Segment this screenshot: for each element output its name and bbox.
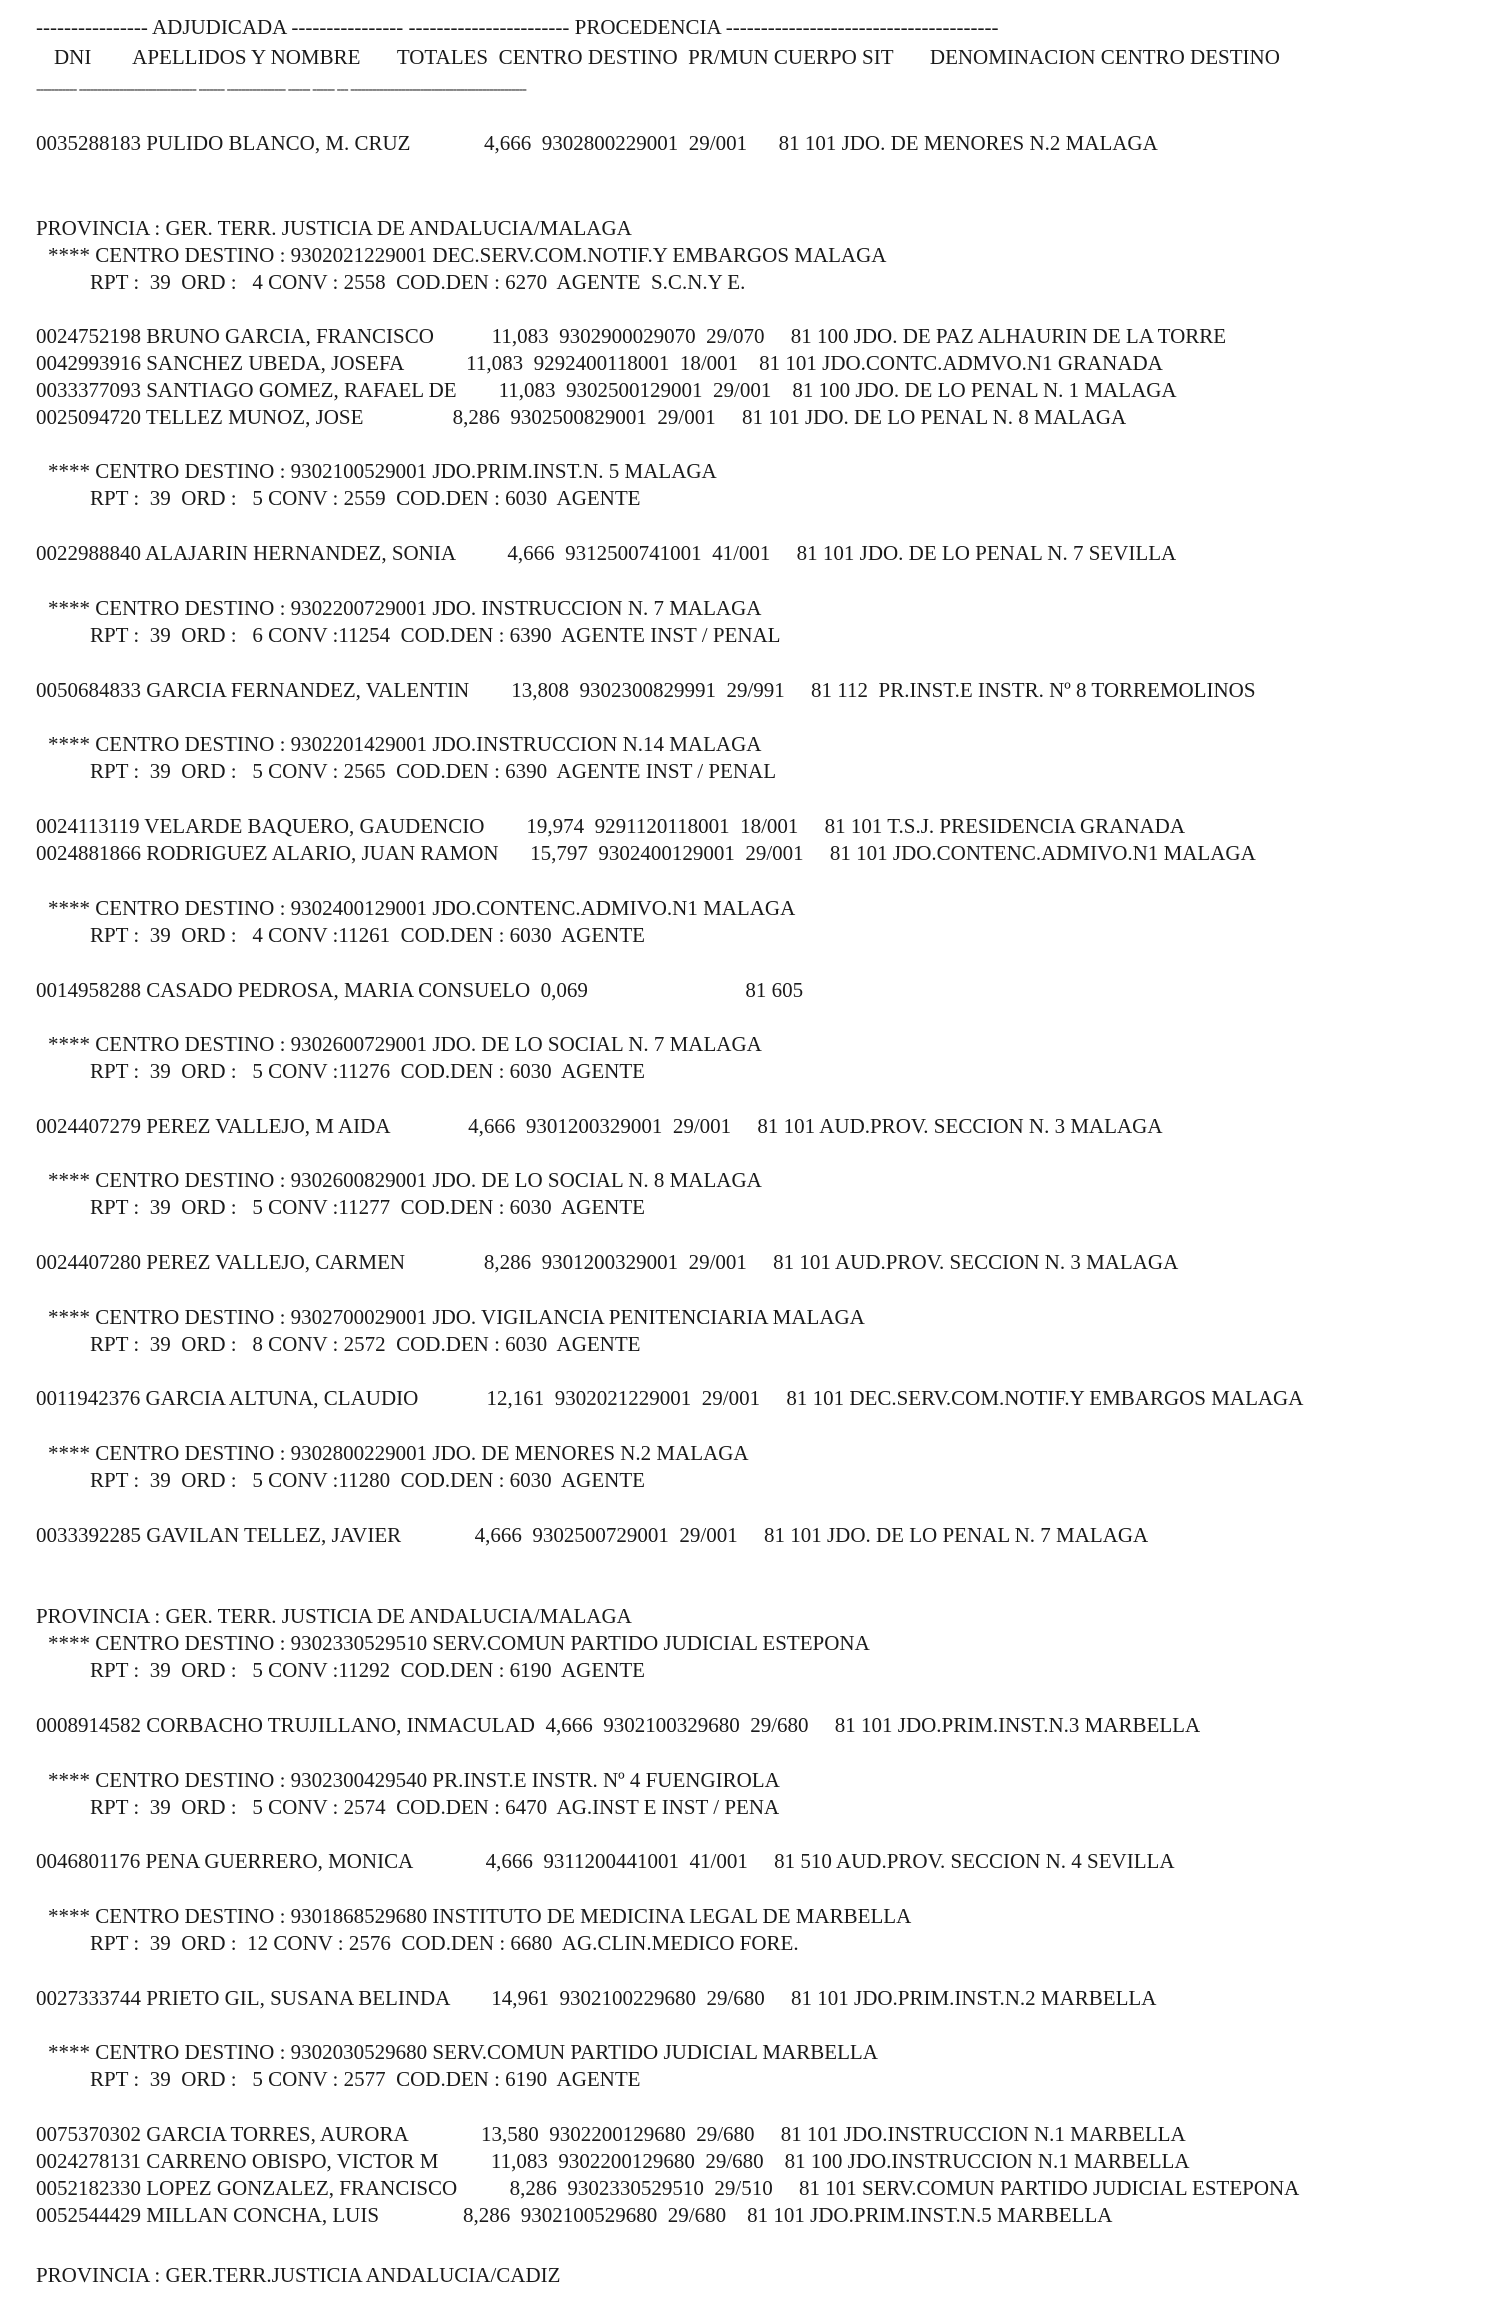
rpt-line: RPT : 39 ORD : 5 CONV :11280 COD.DEN : 6030 AGENTE xyxy=(90,1468,645,1492)
centro-destino-line: **** CENTRO DESTINO : 9302300429540 PR.INST.E INSTR. Nº 4 FUENGIROLA xyxy=(48,1768,780,1792)
rpt-line: RPT : 39 ORD : 5 CONV : 2559 COD.DEN : 6030 AGENTE xyxy=(90,486,641,510)
person-row: 0033392285 GAVILAN TELLEZ, JAVIER 4,666 9302500729001 29/001 81 101 JDO. DE LO PENAL N. 7 MALAGA xyxy=(36,1523,1149,1547)
person-row: 0035288183 PULIDO BLANCO, M. CRUZ 4,666 9302800229001 29/001 81 101 JDO. DE MENORES N.2 MALAGA xyxy=(36,131,1158,155)
person-row: 0022988840 ALAJARIN HERNANDEZ, SONIA 4,666 9312500741001 41/001 81 101 JDO. DE LO PENAL N. 7 SEVILLA xyxy=(36,541,1177,565)
header-rule-line: ---------------- ADJUDICADA ---------------- ----------------------- PROCEDENCIA --------------------------------------- xyxy=(36,15,999,39)
centro-destino-line: **** CENTRO DESTINO : 9302700029001 JDO. VIGILANCIA PENITENCIARIA MALAGA xyxy=(48,1305,865,1329)
provincia-line: PROVINCIA : GER. TERR. JUSTICIA DE ANDALUCIA/MALAGA xyxy=(36,1604,632,1628)
rpt-line: RPT : 39 ORD : 12 CONV : 2576 COD.DEN : 6680 AG.CLIN.MEDICO FORE. xyxy=(90,1931,799,1955)
header-columns-line: DNI APELLIDOS Y NOMBRE TOTALES CENTRO DESTINO PR/MUN CUERPO SIT DENOMINACION CENTRO DESTINO xyxy=(54,45,1280,69)
person-row: 0014958288 CASADO PEDROSA, MARIA CONSUELO 0,069 81 605 xyxy=(36,978,804,1002)
rpt-line: RPT : 39 ORD : 5 CONV :11277 COD.DEN : 6030 AGENTE xyxy=(90,1195,645,1219)
centro-destino-line: **** CENTRO DESTINO : 9302100529001 JDO.PRIM.INST.N. 5 MALAGA xyxy=(48,459,717,483)
person-row: 0008914582 CORBACHO TRUJILLANO, INMACULAD 4,666 9302100329680 29/680 81 101 JDO.PRIM.INST.N.3 MARBELLA xyxy=(36,1713,1201,1737)
centro-destino-line: **** CENTRO DESTINO : 9301868529680 INSTITUTO DE MEDICINA LEGAL DE MARBELLA xyxy=(48,1904,912,1928)
rpt-line: RPT : 39 ORD : 5 CONV : 2574 COD.DEN : 6470 AG.INST E INST / PENA xyxy=(90,1795,780,1819)
person-row: 0027333744 PRIETO GIL, SUSANA BELINDA 14,961 9302100229680 29/680 81 101 JDO.PRIM.INST.N.2 MARBELLA xyxy=(36,1986,1157,2010)
centro-destino-line: **** CENTRO DESTINO : 9302800229001 JDO. DE MENORES N.2 MALAGA xyxy=(48,1441,749,1465)
person-row: 0042993916 SANCHEZ UBEDA, JOSEFA 11,083 9292400118001 18/001 81 101 JDO.CONTC.ADMVO.N1 GRANADA xyxy=(36,351,1163,375)
person-row: 0046801176 PENA GUERRERO, MONICA 4,666 9311200441001 41/001 81 510 AUD.PROV. SECCION N. 4 SEVILLA xyxy=(36,1849,1175,1873)
person-row: 0011942376 GARCIA ALTUNA, CLAUDIO 12,161 9302021229001 29/001 81 101 DEC.SERV.COM.NOTIF.Y EMBARGOS MALAGA xyxy=(36,1386,1304,1410)
rpt-line: RPT : 39 ORD : 6 CONV :11254 COD.DEN : 6390 AGENTE INST / PENAL xyxy=(90,623,781,647)
rpt-line: RPT : 39 ORD : 4 CONV : 2558 COD.DEN : 6270 AGENTE S.C.N.Y E. xyxy=(90,270,746,294)
rpt-line: RPT : 39 ORD : 5 CONV :11292 COD.DEN : 6190 AGENTE xyxy=(90,1658,645,1682)
person-row: 0024113119 VELARDE BAQUERO, GAUDENCIO 19,974 9291120118001 18/001 81 101 T.S.J. PRESIDENCIA GRANADA xyxy=(36,814,1185,838)
rpt-line: RPT : 39 ORD : 4 CONV :11261 COD.DEN : 6030 AGENTE xyxy=(90,923,645,947)
person-row: 0052544429 MILLAN CONCHA, LUIS 8,286 9302100529680 29/680 81 101 JDO.PRIM.INST.N.5 MARBELLA xyxy=(36,2203,1113,2227)
centro-destino-line: **** CENTRO DESTINO : 9302200729001 JDO. INSTRUCCION N. 7 MALAGA xyxy=(48,596,762,620)
centro-destino-line: **** CENTRO DESTINO : 9302400129001 JDO.CONTENC.ADMIVO.N1 MALAGA xyxy=(48,896,796,920)
rpt-line: RPT : 39 ORD : 5 CONV :11276 COD.DEN : 6030 AGENTE xyxy=(90,1059,645,1083)
centro-destino-line: **** CENTRO DESTINO : 9302201429001 JDO.INSTRUCCION N.14 MALAGA xyxy=(48,732,762,756)
centro-destino-line: **** CENTRO DESTINO : 9302600729001 JDO. DE LO SOCIAL N. 7 MALAGA xyxy=(48,1032,762,1056)
header-dash-line: ----------- -------------------------------- ------- ---------------- ------ ------ --- ------------------------------------------------ xyxy=(36,82,526,97)
person-row: 0052182330 LOPEZ GONZALEZ, FRANCISCO 8,286 9302330529510 29/510 81 101 SERV.COMUN PARTIDO JUDICIAL ESTEPONA xyxy=(36,2176,1300,2200)
person-row: 0033377093 SANTIAGO GOMEZ, RAFAEL DE 11,083 9302500129001 29/001 81 100 JDO. DE LO PENAL N. 1 MALAGA xyxy=(36,378,1177,402)
rpt-line: RPT : 39 ORD : 5 CONV : 2565 COD.DEN : 6390 AGENTE INST / PENAL xyxy=(90,759,777,783)
rpt-line: RPT : 39 ORD : 8 CONV : 2572 COD.DEN : 6030 AGENTE xyxy=(90,1332,641,1356)
person-row: 0024407280 PEREZ VALLEJO, CARMEN 8,286 9301200329001 29/001 81 101 AUD.PROV. SECCION N. 3 MALAGA xyxy=(36,1250,1179,1274)
person-row: 0050684833 GARCIA FERNANDEZ, VALENTIN 13,808 9302300829991 29/991 81 112 PR.INST.E INSTR. Nº 8 TORREMOLINOS xyxy=(36,678,1256,702)
centro-destino-line: **** CENTRO DESTINO : 9302600829001 JDO. DE LO SOCIAL N. 8 MALAGA xyxy=(48,1168,762,1192)
provincia-line: PROVINCIA : GER. TERR. JUSTICIA DE ANDALUCIA/MALAGA xyxy=(36,216,632,240)
person-row: 0024881866 RODRIGUEZ ALARIO, JUAN RAMON 15,797 9302400129001 29/001 81 101 JDO.CONTENC.ADMIVO.N1 MALAGA xyxy=(36,841,1256,865)
person-row: 0024752198 BRUNO GARCIA, FRANCISCO 11,083 9302900029070 29/070 81 100 JDO. DE PAZ ALHAURIN DE LA TORRE xyxy=(36,324,1227,348)
centro-destino-line: **** CENTRO DESTINO : 9302030529680 SERV.COMUN PARTIDO JUDICIAL MARBELLA xyxy=(48,2040,878,2064)
centro-destino-line: **** CENTRO DESTINO : 9302021229001 DEC.SERV.COM.NOTIF.Y EMBARGOS MALAGA xyxy=(48,243,887,267)
person-row: 0024407279 PEREZ VALLEJO, M AIDA 4,666 9301200329001 29/001 81 101 AUD.PROV. SECCION N. 3 MALAGA xyxy=(36,1114,1163,1138)
rpt-line: RPT : 39 ORD : 5 CONV : 2577 COD.DEN : 6190 AGENTE xyxy=(90,2067,641,2091)
provincia-line: PROVINCIA : GER.TERR.JUSTICIA ANDALUCIA/CADIZ xyxy=(36,2263,561,2287)
centro-destino-line: **** CENTRO DESTINO : 9302330529510 SERV.COMUN PARTIDO JUDICIAL ESTEPONA xyxy=(48,1631,870,1655)
person-row: 0075370302 GARCIA TORRES, AURORA 13,580 9302200129680 29/680 81 101 JDO.INSTRUCCION N.1 MARBELLA xyxy=(36,2122,1186,2146)
person-row: 0025094720 TELLEZ MUNOZ, JOSE 8,286 9302500829001 29/001 81 101 JDO. DE LO PENAL N. 8 MALAGA xyxy=(36,405,1127,429)
person-row: 0024278131 CARRENO OBISPO, VICTOR M 11,083 9302200129680 29/680 81 100 JDO.INSTRUCCION N.1 MARBELLA xyxy=(36,2149,1190,2173)
